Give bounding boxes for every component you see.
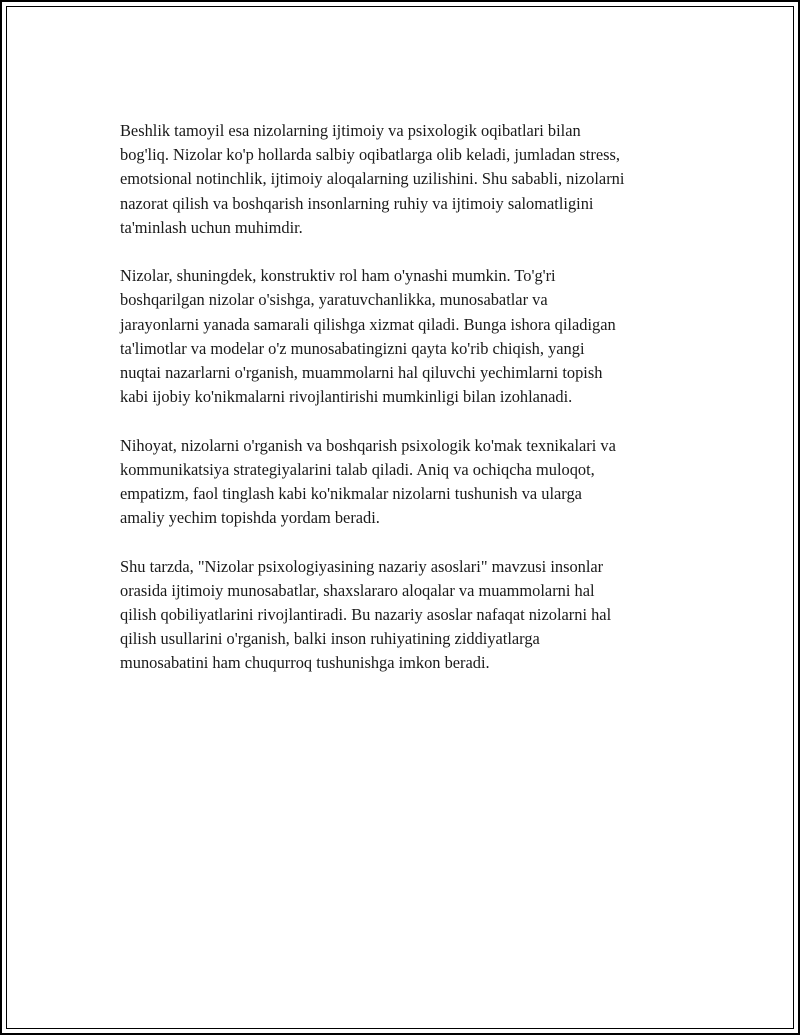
text-line: amaliy yechim topishda yordam beradi. xyxy=(120,508,380,528)
text-line: nuqtai nazarlarni o'rganish, muammolarni hal qiluvchi yechimlarni topish xyxy=(120,363,603,383)
text-line: Shu tarzda, "Nizolar psixologiyasining nazariy asoslari" mavzusi insonlar xyxy=(120,556,604,576)
text-line: ta'limotlar va modelar o'z munosabatingizni qayta ko'rib chiqish, yangi xyxy=(120,338,585,358)
text-line: empatizm, faol tinglash kabi ko'nikmalar nizolarni tushunish va ularga xyxy=(120,484,582,504)
text-line: Beshlik tamoyil esa nizolarning ijtimoiy va psixologik oqibatlari bilan xyxy=(120,121,581,140)
text-line: boshqarilgan nizolar o'sishga, yaratuvchanlikka, munosabatlar va xyxy=(120,290,548,310)
text-line: qilish usullarini o'rganish, balki inson ruhiyatining ziddiyatlarga xyxy=(120,629,540,649)
paragraph-4 xyxy=(120,555,695,676)
text-line: qilish qobiliyatlarini rivojlantiradi. Bu nazariy asoslar nafaqat nizolarni hal xyxy=(120,605,612,625)
text-line: ta'minlash uchun muhimdir. xyxy=(120,217,303,237)
paragraph-1 xyxy=(120,119,695,240)
text-line: Nihoyat, nizolarni o'rganish va boshqarish psixologik ko'mak texnikalari va xyxy=(120,435,616,455)
text-line: Nizolar, shuningdek, konstruktiv rol ham o'ynashi mumkin. To'g'ri xyxy=(120,266,556,286)
text-line: orasida ijtimoiy munosabatlar, shaxslararo aloqalar va muammolarni hal xyxy=(120,580,595,600)
text-line: emotsional notinchlik, ijtimoiy aloqalarning uzilishini. Shu sababli, nizolarni xyxy=(120,169,625,189)
text-line: nazorat qilish va boshqarish insonlarning ruhiy va ijtimoiy salomatligini xyxy=(120,193,594,213)
document-body xyxy=(120,119,695,700)
text-line: kommunikatsiya strategiyalarini talab qiladi. Aniq va ochiqcha muloqot, xyxy=(120,459,595,479)
text-line: jarayonlarni yanada samarali qilishga xizmat qiladi. Bunga ishora qiladigan xyxy=(120,314,616,334)
text-line: munosabatini ham chuqurroq tushunishga imkon beradi. xyxy=(120,653,490,673)
paragraph-2 xyxy=(120,264,695,409)
text-line: kabi ijobiy ko'nikmalarni rivojlantirishi mumkinligi bilan izohlanadi. xyxy=(120,387,573,407)
text-line: bog'liq. Nizolar ko'p hollarda salbiy oqibatlarga olib keladi, jumladan stress, xyxy=(120,145,620,165)
paragraph-3 xyxy=(120,434,695,531)
